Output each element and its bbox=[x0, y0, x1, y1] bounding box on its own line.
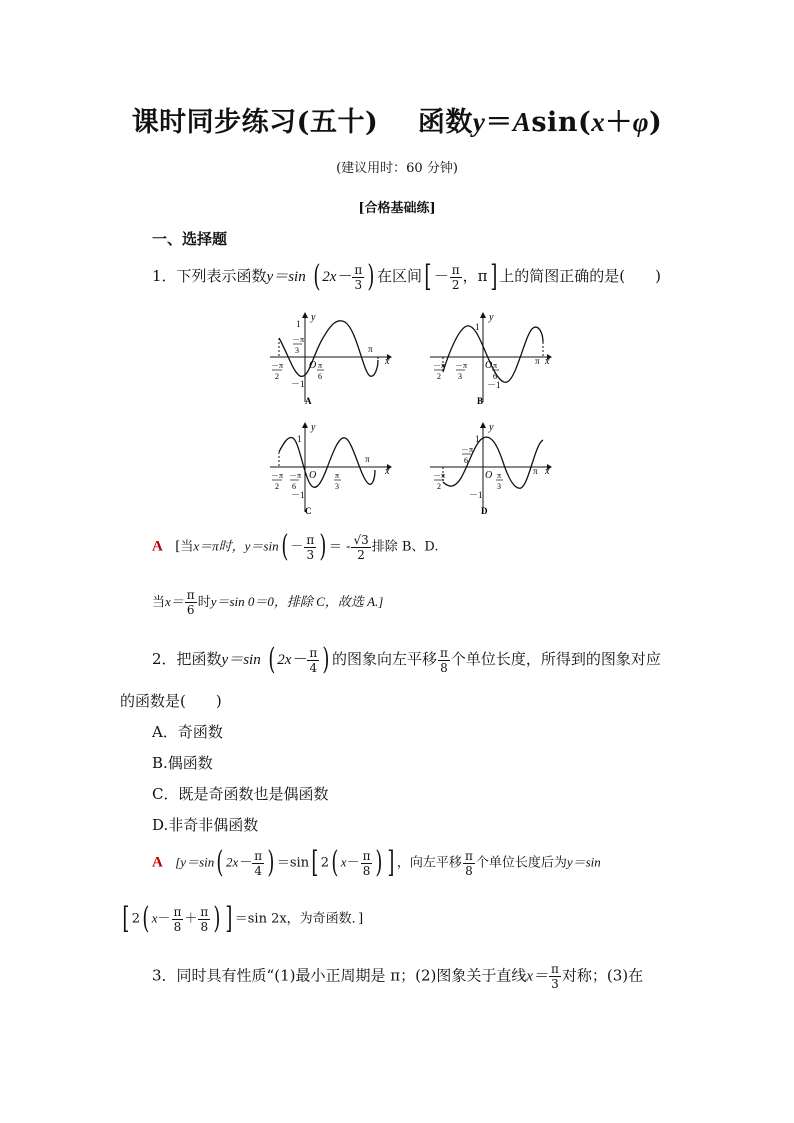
axis-x-label: x bbox=[385, 356, 390, 367]
axis-y-label: y bbox=[489, 312, 494, 323]
svg-text:3: 3 bbox=[335, 482, 339, 491]
svg-text:6: 6 bbox=[493, 372, 497, 381]
tick-neg-pi-6: －π bbox=[289, 471, 302, 480]
question-1: 1．下列表示函数y＝sin ( 2x－ $\frac{\pi}{3}$ ) 在区间[ － $\frac{\pi}{2}$ ，π] 上的简图正确的是( ) bbox=[152, 259, 661, 294]
tick-neg-pi-6: －π bbox=[461, 445, 474, 454]
graph-b[interactable] bbox=[425, 312, 560, 412]
tick-neg-pi-2: －π bbox=[433, 471, 446, 480]
tick-pi: π bbox=[368, 344, 373, 354]
origin-label: O bbox=[309, 470, 317, 481]
tick-one: 1 bbox=[475, 322, 480, 332]
axis-y-label: y bbox=[311, 422, 316, 433]
tick-one: 1 bbox=[296, 319, 301, 329]
origin-label: O bbox=[485, 360, 493, 371]
suggested-time: (建议用时：60 分钟) bbox=[336, 161, 458, 176]
part-heading: 一、选择题 bbox=[152, 230, 228, 248]
graph-c-label: C bbox=[305, 506, 312, 516]
question-2-line2: 的函数是( ) bbox=[120, 692, 222, 710]
tick-pi-3: π bbox=[497, 471, 502, 480]
page-title: 课时同步练习(五十) 函数y＝Asin(x＋φ) bbox=[131, 107, 663, 138]
tick-neg-pi-2: －π bbox=[271, 361, 284, 370]
svg-text:6: 6 bbox=[464, 456, 468, 465]
svg-text:2: 2 bbox=[437, 482, 441, 491]
tick-one: 1 bbox=[297, 434, 302, 444]
svg-text:2: 2 bbox=[275, 482, 279, 491]
tick-neg-pi-3: －π bbox=[455, 361, 468, 370]
svg-text:6: 6 bbox=[318, 372, 322, 381]
graph-a[interactable] bbox=[265, 312, 395, 412]
axis-x-label: x bbox=[385, 466, 390, 477]
tick-neg-one: －1 bbox=[469, 490, 483, 500]
svg-text:3: 3 bbox=[497, 482, 501, 491]
tick-neg-one: －1 bbox=[291, 379, 305, 389]
q1-solution-line1: A [当x＝π时，y＝sin( － $\frac{\pi}{3}$ ) ＝ - $\frac{√3}{2}$ 排除 B、D. bbox=[152, 529, 439, 564]
tick-neg-one: －1 bbox=[291, 490, 305, 500]
axis-y-label: y bbox=[311, 312, 316, 323]
q1-answer-letter: A bbox=[152, 538, 163, 555]
svg-text:2: 2 bbox=[437, 372, 441, 381]
graph-d[interactable] bbox=[425, 422, 560, 522]
graph-a-label: A bbox=[305, 396, 312, 406]
tick-pi: π bbox=[535, 356, 540, 366]
graph-c[interactable] bbox=[265, 422, 395, 522]
tick-neg-pi-2: －π bbox=[433, 361, 446, 370]
q1-solution-line2: 当x＝ $\frac{\pi}{6}$ 时y＝sin 0＝0，排除 C，故选 A.] bbox=[152, 588, 384, 617]
svg-text:6: 6 bbox=[292, 482, 296, 491]
tick-pi-6: π bbox=[318, 361, 323, 370]
q2-option-b[interactable]: B.偶函数 bbox=[152, 754, 213, 772]
origin-label: O bbox=[309, 360, 317, 371]
svg-text:3: 3 bbox=[295, 346, 299, 355]
q2-solution-line1: A [y＝sin( 2x－ $\frac{\pi}{4}$ ) ＝sin[ 2( x－ $\frac{\pi}{8}$ ) ] ，向左平移 $\frac{\pi}{8}$ 个单位长度后为y＝sin bbox=[152, 845, 601, 880]
tick-neg-pi-2: －π bbox=[271, 471, 284, 480]
graph-b-label: B bbox=[477, 396, 484, 406]
q2-option-a[interactable]: A．奇函数 bbox=[152, 723, 223, 741]
tick-one: 1 bbox=[475, 434, 480, 444]
q2-option-c[interactable]: C．既是奇函数也是偶函数 bbox=[152, 785, 329, 803]
tick-neg-one: －1 bbox=[487, 380, 501, 390]
tick-pi-3: π bbox=[335, 471, 340, 480]
tick-pi: π bbox=[533, 466, 538, 476]
axis-y-label: y bbox=[489, 422, 494, 433]
svg-text:2: 2 bbox=[275, 372, 279, 381]
question-3: 3．同时具有性质“(1)最小正周期是 π；(2)图象关于直线x＝ $\frac{\pi}{3}$ 对称；(3)在 bbox=[152, 962, 644, 991]
axis-x-label: x bbox=[545, 356, 550, 367]
tick-pi-6: π bbox=[493, 361, 498, 370]
origin-label: O bbox=[485, 470, 493, 481]
q2-answer-letter: A bbox=[152, 854, 163, 871]
tick-neg-pi-3: －π bbox=[292, 335, 305, 344]
section-heading: [合格基础练] bbox=[358, 201, 436, 216]
tick-pi: π bbox=[365, 454, 370, 464]
question-2: 2．把函数y＝sin ( 2x－ $\frac{\pi}{4}$ ) 的图象向左平移 $\frac{\pi}{8}$ 个单位长度，所得到的图象对应 bbox=[152, 642, 661, 677]
axis-x-label: x bbox=[545, 466, 550, 477]
svg-text:3: 3 bbox=[458, 372, 462, 381]
q2-option-d[interactable]: D.非奇非偶函数 bbox=[152, 816, 259, 834]
q2-solution-line2: [ 2( x－ $\frac{\pi}{8}$ ＋ $\frac{\pi}{8}$ ) ] ＝sin 2x，为奇函数．] bbox=[122, 901, 364, 936]
graph-d-label: D bbox=[481, 506, 488, 516]
